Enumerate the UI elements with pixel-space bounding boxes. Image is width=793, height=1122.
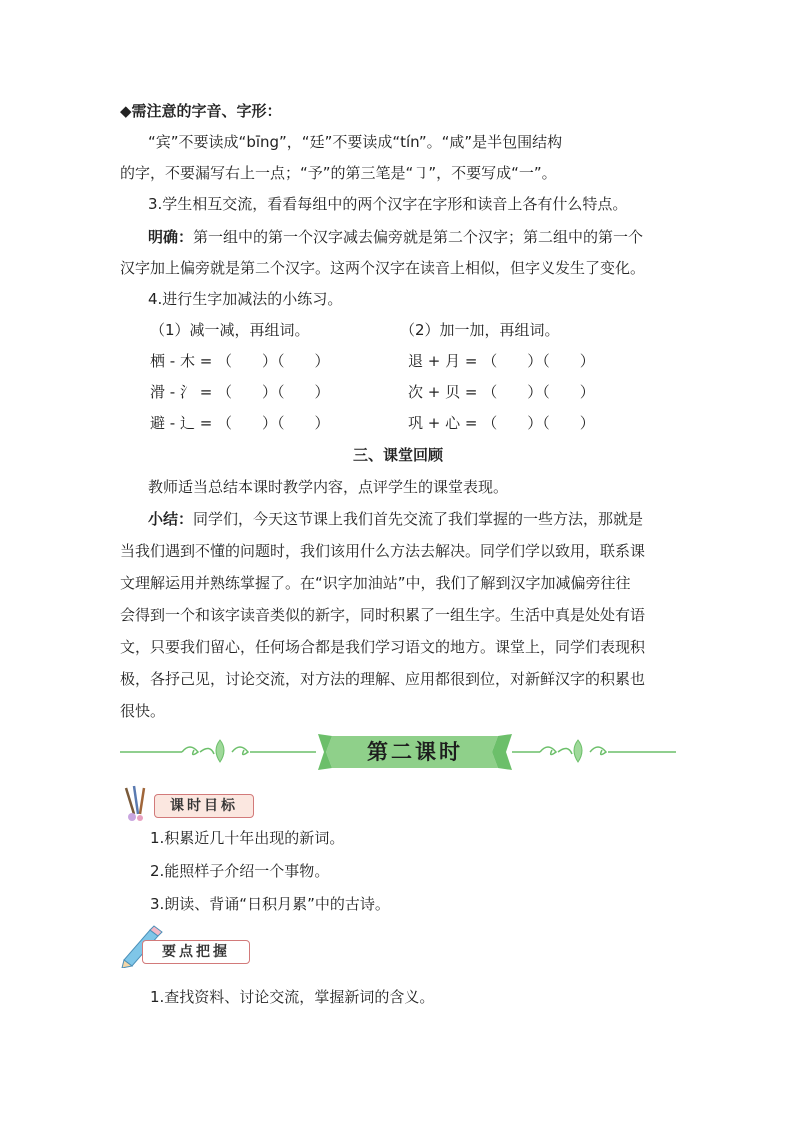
divider-ornament-icon [120, 730, 676, 774]
summary-line-1 [148, 509, 704, 529]
points-badge-label: 要点把握 [142, 940, 250, 964]
points-badge [120, 930, 256, 966]
exercise-left-row-1: 栖 - 木 = （ ）（ ） [150, 352, 330, 370]
summary-line-4: 会得到一个和该字读音类似的新字，同时积累了一组生字。生活中真是处处有语 [120, 606, 646, 624]
exercise-left-title: （1）减一减，再组词。 [150, 321, 310, 339]
clarify-line-2: 汉字加上偏旁就是第二个汉字。这两个汉字在读音上相似，但字义发生了变化。 [120, 259, 646, 277]
point-1: 1.查找资料、讨论交流，掌握新词的含义。 [150, 988, 435, 1006]
lesson2-banner-title: 第二课时 [367, 739, 463, 764]
review-heading: 三、课堂回顾 [352, 446, 443, 464]
exercise-left-row-2: 滑 - 氵 = （ ）（ ） [150, 383, 330, 401]
summary-label: 小结： [148, 510, 194, 528]
goals-badge [120, 786, 256, 822]
summary-line-3: 文理解运用并熟练掌握了。在“识字加油站”中，我们了解到汉字加减偏旁往往 [120, 574, 631, 592]
summary-text-1: 同学们，今天这节课上我们首先交流了我们掌握的一些方法，那就是 [193, 510, 644, 528]
summary-line-7: 很快。 [120, 702, 166, 720]
goal-1: 1.积累近几十年出现的新词。 [150, 829, 345, 847]
step-3: 3.学生相互交流，看看每组中的两个汉字在字形和读音上各有什么特点。 [148, 195, 628, 213]
clarify-line-1 [148, 227, 704, 247]
clarify-text-1: 第一组中的第一个汉字减去偏旁就是第二个汉字；第二组中的第一个 [193, 228, 644, 246]
note-heading: ◆需注意的字音、字形： [120, 102, 282, 120]
exercise-right-row-3: 巩 + 心 = （ ）（ ） [408, 414, 595, 432]
brushes-icon [120, 784, 156, 824]
goal-3: 3.朗读、背诵“日积月累”中的古诗。 [150, 895, 390, 913]
exercise-right-row-2: 次 + 贝 = （ ）（ ） [408, 383, 595, 401]
note-line-2: 的字，不要漏写右上一点；“予”的第三笔是“㇆”，不要写成“一”。 [120, 164, 557, 182]
summary-line-2: 当我们遇到不懂的问题时，我们该用什么方法去解决。同学们学以致用，联系课 [120, 542, 646, 560]
goals-badge-label: 课时目标 [154, 794, 254, 818]
clarify-label: 明确： [148, 228, 194, 246]
exercise-left-row-3: 避 - 辶 = （ ）（ ） [150, 414, 330, 432]
note-line-1: “宾”不要读成“bīng”，“廷”不要读成“tín”。“咸”是半包围结构 [148, 133, 563, 151]
summary-line-5: 文，只要我们留心，任何场合都是我们学习语文的地方。课堂上，同学们表现积 [120, 638, 646, 656]
goal-2: 2.能照样子介绍一个事物。 [150, 862, 330, 880]
exercise-right-row-1: 退 + 月 = （ ）（ ） [408, 352, 595, 370]
review-line: 教师适当总结本课时教学内容，点评学生的课堂表现。 [148, 478, 509, 496]
summary-line-6: 极，各抒己见，讨论交流，对方法的理解、应用都很到位，对新鲜汉字的积累也 [120, 670, 646, 688]
lesson-divider [120, 730, 676, 774]
step-4: 4.进行生字加减法的小练习。 [148, 290, 343, 308]
exercise-right-title: （2）加一加，再组词。 [400, 321, 560, 339]
